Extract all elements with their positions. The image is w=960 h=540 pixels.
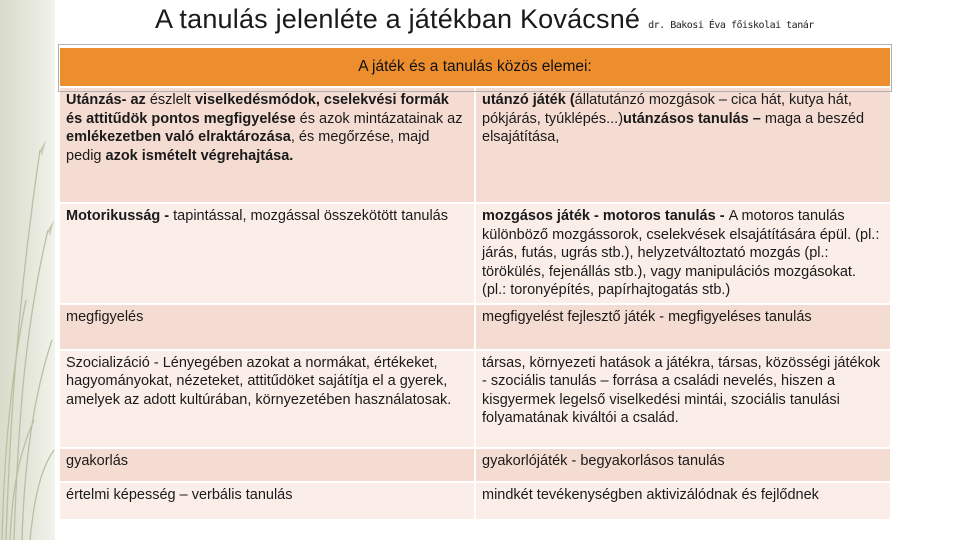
bold-text: utánzásos tanulás – <box>623 110 765 127</box>
table-row <box>59 350 891 448</box>
page-title: A tanulás jelenléte a játékban Kovácsné <box>155 4 641 34</box>
text: gyakorlás <box>66 452 129 469</box>
text: forrása a családi nevelés, hiszen a kisgyermek legelső viselkedési mintái, szociális tanulási folyamatának kiváltói a család. <box>482 373 840 426</box>
table-cell-concept <box>59 482 475 520</box>
text: maga a beszéd elsajátítása, <box>482 110 865 145</box>
bold-text: Motorikusság - <box>66 208 174 224</box>
text: gyakorlójáték - begyakorlásos tanulás <box>482 452 725 469</box>
title-bar <box>155 4 814 44</box>
table-cell-description <box>475 482 891 520</box>
table-row <box>59 87 891 203</box>
comparison-table <box>58 46 892 521</box>
table-row <box>59 203 891 304</box>
text: tapintással, mozgással összekötött tanulás <box>173 208 448 224</box>
text: mindkét tevékenységben aktivizálódnak és fejlődnek <box>482 486 819 503</box>
table-cell-concept <box>59 448 475 482</box>
bold-text: azok ismételt végrehajtása. <box>105 147 294 164</box>
text: értelmi képesség – verbális tanulás <box>66 486 293 503</box>
text: megfigyelés <box>66 308 144 325</box>
table-row <box>59 448 891 482</box>
table-cell-description <box>475 203 891 304</box>
bold-text: viselkedésmódok, cselekvési formák és attitűdök pontos megfigyelése <box>66 92 449 127</box>
text: Szocializáció - <box>66 354 163 371</box>
text: Lényegében azokat a normákat, értékeket, hagyományokat, nézeteket, attitűdöket sajátítja el a gyerek, amelyek az adott kultúrában, környezetében használatosak. <box>66 354 452 408</box>
table-heading: A játék és a tanulás közös elemei: <box>59 47 891 87</box>
text: , és megőrzése, majd pedig <box>66 129 430 164</box>
bold-text: mozgásos játék - motoros tanulás - <box>482 208 729 224</box>
table-row <box>59 304 891 350</box>
table-cell-description <box>475 304 891 350</box>
text: társas, környezeti hatások a játékra, társas, közösségi játékok - szociális tanulás – <box>482 354 881 389</box>
author-credit: dr. Bakosi Éva főiskolai tanár <box>648 20 814 31</box>
table-cell-concept <box>59 87 475 203</box>
text: megfigyelést fejlesztő játék - megfigyeléses tanulás <box>482 308 812 325</box>
bold-text: Utánzás- az <box>66 92 150 108</box>
text: állatutánzó mozgások – cica hát, kutya hát, pókjárás, tyúklépés...) <box>482 92 852 127</box>
table-cell-concept <box>59 304 475 350</box>
table-cell-description <box>475 448 891 482</box>
bold-text: emlékezetben való elraktározása <box>66 129 291 145</box>
text: észlelt <box>149 92 195 108</box>
table-body <box>59 87 891 520</box>
text: A motoros tanulás különböző mozgássorok, cselekvések elsajátítására épül. (pl.: járás, futás, ugrás stb.), helyzetváltoztató mozgás (pl.: törökülés, fejenállás stb.), vagy manipulációs mozgásokat. (pl.: toronyépítés, papírhajtogatás stb.) <box>482 208 880 298</box>
bold-text: utánzó játék ( <box>482 92 575 108</box>
decorative-grass-band <box>0 0 55 540</box>
text: és azok mintázatainak az <box>299 110 463 127</box>
table-cell-description <box>475 350 891 448</box>
table-cell-concept <box>59 203 475 304</box>
table-cell-concept <box>59 350 475 448</box>
grass-icon <box>0 0 55 540</box>
table-cell-description <box>475 87 891 203</box>
table-row <box>59 482 891 520</box>
